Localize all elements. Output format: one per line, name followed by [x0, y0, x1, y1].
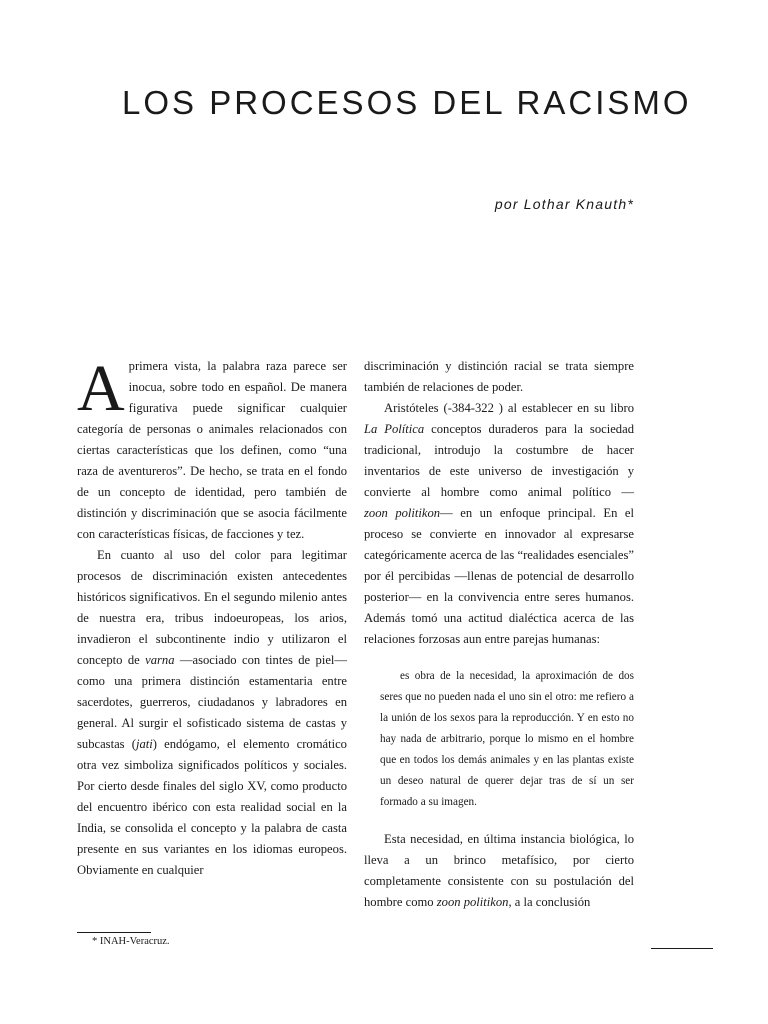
paragraph-aristotle-text-b: conceptos duraderos para la sociedad tradicional, introdujo la costumbre de hacer inventarios de este universo de investigación y convierte al hombre como animal político —: [364, 422, 634, 499]
paragraph-continuation: discriminación y distinción racial se trata siempre también de relaciones de poder.: [364, 359, 634, 394]
right-column: [364, 356, 634, 913]
paragraph-aristotle-text-a: Aristóteles (-384-322 ) al establecer en su libro: [384, 401, 634, 415]
block-quote: [380, 666, 634, 813]
paragraph-color: [77, 545, 347, 881]
paragraph-necessity-text-b: , a la conclusión: [508, 895, 591, 909]
term-zoon-politikon: zoon politikon: [364, 506, 441, 520]
paragraph-color-text-a: En cuanto al uso del color para legitimar procesos de discriminación existen antecedentes históricos significativos. En el segundo milenio antes de nuestra era, tribus indoeuropeas, los arios, invadieron el subcontinente indio y utilizaron el concepto de: [77, 548, 347, 667]
paragraph-intro-text: primera vista, la palabra raza parece ser inocua, sobre todo en español. De manera figurativa puede significar cualquier categoría de personas o animales relacionados con ciertas características que los definen, como “una raza de aventureros”. De hecho, se trata en el fondo de un concepto de identidad, pero también de distinción y discriminación que se asocia fácilmente con características físicas, de facciones y tez.: [77, 359, 347, 541]
paragraph-color-text-c: ) endógamo, el elemento cromático otra vez simboliza significados políticos y sociales. Por cierto desde finales del siglo XV, como producto del encuentro ibérico con esta realidad social en la India, se consolida el concepto y la palabra de casta presente en sus variantes en los idiomas europeos. Obviamente en cualquier: [77, 737, 347, 877]
paragraph-intro: [77, 352, 347, 545]
term-zoon-politikon-2: zoon politikon: [436, 895, 509, 909]
paragraph-aristotle: [364, 398, 634, 650]
paragraph-necessity: [364, 829, 634, 913]
paragraph-necessity-text-a: Esta necesidad, en última instancia biológica, lo lleva a un brinco metafísico, por cierto completamente consistente con su postulación del hombre como: [364, 832, 634, 909]
article-title: LOS PROCESOS DEL RACISMO: [122, 84, 692, 121]
book-title: La Política: [364, 422, 425, 436]
author-byline: por Lothar Knauth*: [494, 196, 634, 212]
paragraph-aristotle-text-c: — en un enfoque principal. En el proceso se convierte en innovador al expresarse categóricamente acerca de las “realidades esenciales” por él percibidas —llenas de potencial de desarrollo posterior— en la convivencia entre seres humanos. Además tomó una actitud dialéctica acerca de las relaciones forzosas aun entre parejas humanas:: [364, 506, 634, 646]
term-jati: jati: [135, 737, 153, 751]
footnote: * INAH-Veracruz.: [92, 936, 170, 947]
left-column: [77, 352, 347, 881]
drop-cap: A: [77, 352, 125, 425]
paragraph-color-text-b: —asociado con tintes de piel— como una primera distinción estamentaria entre sacerdotes, guerreros, ciudadanos y labradores en general. Al surgir el sofisticado sistema de castas y subcastas (: [77, 653, 347, 751]
footnote-divider: [77, 932, 151, 933]
block-quote-text: es obra de la necesidad, la aproximación de dos seres que no pueden nada el uno sin el otro: me refiero a la unión de los sexos para la reproducción. Y en esto no hay nada de arbitrario, porque lo mismo en el hombre que en todos los demás animales y en las plantas existe un deseo natural de querer dejar tras de sí un ser formado a su imagen.: [380, 670, 634, 808]
term-varna: varna: [145, 653, 175, 667]
page-rule: [651, 948, 713, 949]
